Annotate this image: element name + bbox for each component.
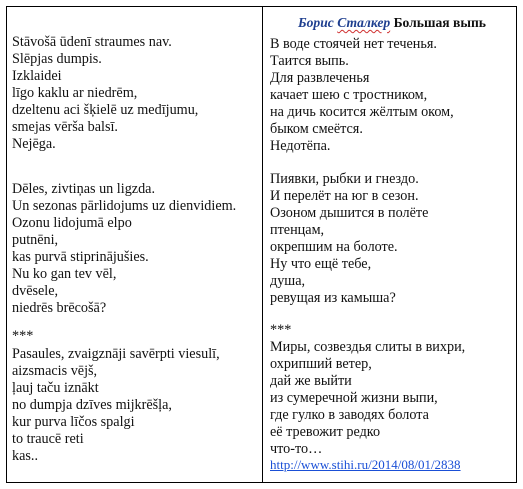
russian-line: её тревожит редко — [270, 424, 381, 440]
russian-line: дай же выйти — [270, 373, 352, 389]
latvian-line: Slēpjas dumpis. — [12, 51, 102, 67]
russian-line: где гулко в заводях болота — [270, 407, 429, 423]
russian-line: Ну что ещё тебе, — [270, 256, 372, 272]
latvian-line: Nejēga. — [12, 136, 56, 152]
russian-line: Озоном дышится в полёте — [270, 205, 429, 221]
stanza-separator: *** — [270, 322, 292, 338]
latvian-line: līgo kaklu ar niedrēm, — [12, 85, 138, 101]
source-link[interactable]: http://www.stihi.ru/2014/08/01/2838 — [270, 457, 461, 472]
latvian-line: Nu ko gan tev vēl, — [12, 266, 117, 282]
latvian-line: kas.. — [12, 448, 39, 464]
russian-line: Недотёпа. — [270, 138, 331, 154]
latvian-line: Ozonu lidojumā elpo — [12, 215, 132, 231]
russian-line: окрепшим на болоте. — [270, 239, 398, 255]
latvian-line: to traucē reti — [12, 431, 84, 447]
russian-line: качает шею с тростником, — [270, 87, 428, 103]
latvian-line: ļauj taču iznākt — [12, 380, 99, 396]
latvian-line: putnēni, — [12, 232, 59, 248]
latvian-line: Pasaules, zvaigznāji savērpti viesulī, — [12, 346, 220, 362]
author-first-name: Борис — [298, 15, 334, 30]
russian-line: на дичь косится жёлтым оком, — [270, 104, 454, 120]
russian-line: ревущая из камыша? — [270, 290, 396, 306]
russian-line: Пиявки, рыбки и гнездо. — [270, 171, 419, 187]
stanza-separator: *** — [12, 328, 34, 344]
russian-line: душа, — [270, 273, 306, 289]
latvian-line: no dumpja dzīves mijkrēšļa, — [12, 397, 172, 413]
column-divider — [262, 6, 263, 483]
latvian-line: kas purvā stiprinājušies. — [12, 249, 149, 265]
latvian-line: Stāvošā ūdenī straumes nav. — [12, 34, 172, 50]
russian-line: охрипший ветер, — [270, 356, 372, 372]
russian-line: И перелёт на юг в сезон. — [270, 188, 419, 204]
latvian-line: dvēsele, — [12, 283, 59, 299]
poem-title: Большая выпь — [393, 15, 486, 30]
latvian-line: aizsmacis vējš, — [12, 363, 98, 379]
poem-heading — [270, 14, 514, 31]
russian-line: В воде стоячей нет теченья. — [270, 36, 437, 52]
latvian-line: dzeltenu aci šķielē uz medījumu, — [12, 102, 199, 118]
latvian-line: niedrēs brēcošā? — [12, 300, 107, 316]
author-name — [298, 15, 390, 30]
russian-line: Для развлеченья — [270, 70, 370, 86]
russian-line: что-то… — [270, 441, 323, 457]
latvian-line: Izklaidei — [12, 68, 62, 84]
russian-line: быком смеётся. — [270, 121, 363, 137]
latvian-line: Un sezonas pārlidojums uz dienvidiem. — [12, 198, 237, 214]
author-last-name: Сталкер — [337, 15, 391, 30]
russian-line: Таится выпь. — [270, 53, 349, 69]
latvian-line: smejas vērša balsī. — [12, 119, 118, 135]
latvian-line: Dēles, zivtiņas un ligzda. — [12, 181, 156, 197]
russian-line: из сумеречной жизни выпи, — [270, 390, 438, 406]
latvian-line: kur purva līčos spalgi — [12, 414, 135, 430]
russian-line: Миры, созвездья слиты в вихри, — [270, 339, 466, 355]
russian-line: птенцам, — [270, 222, 325, 238]
